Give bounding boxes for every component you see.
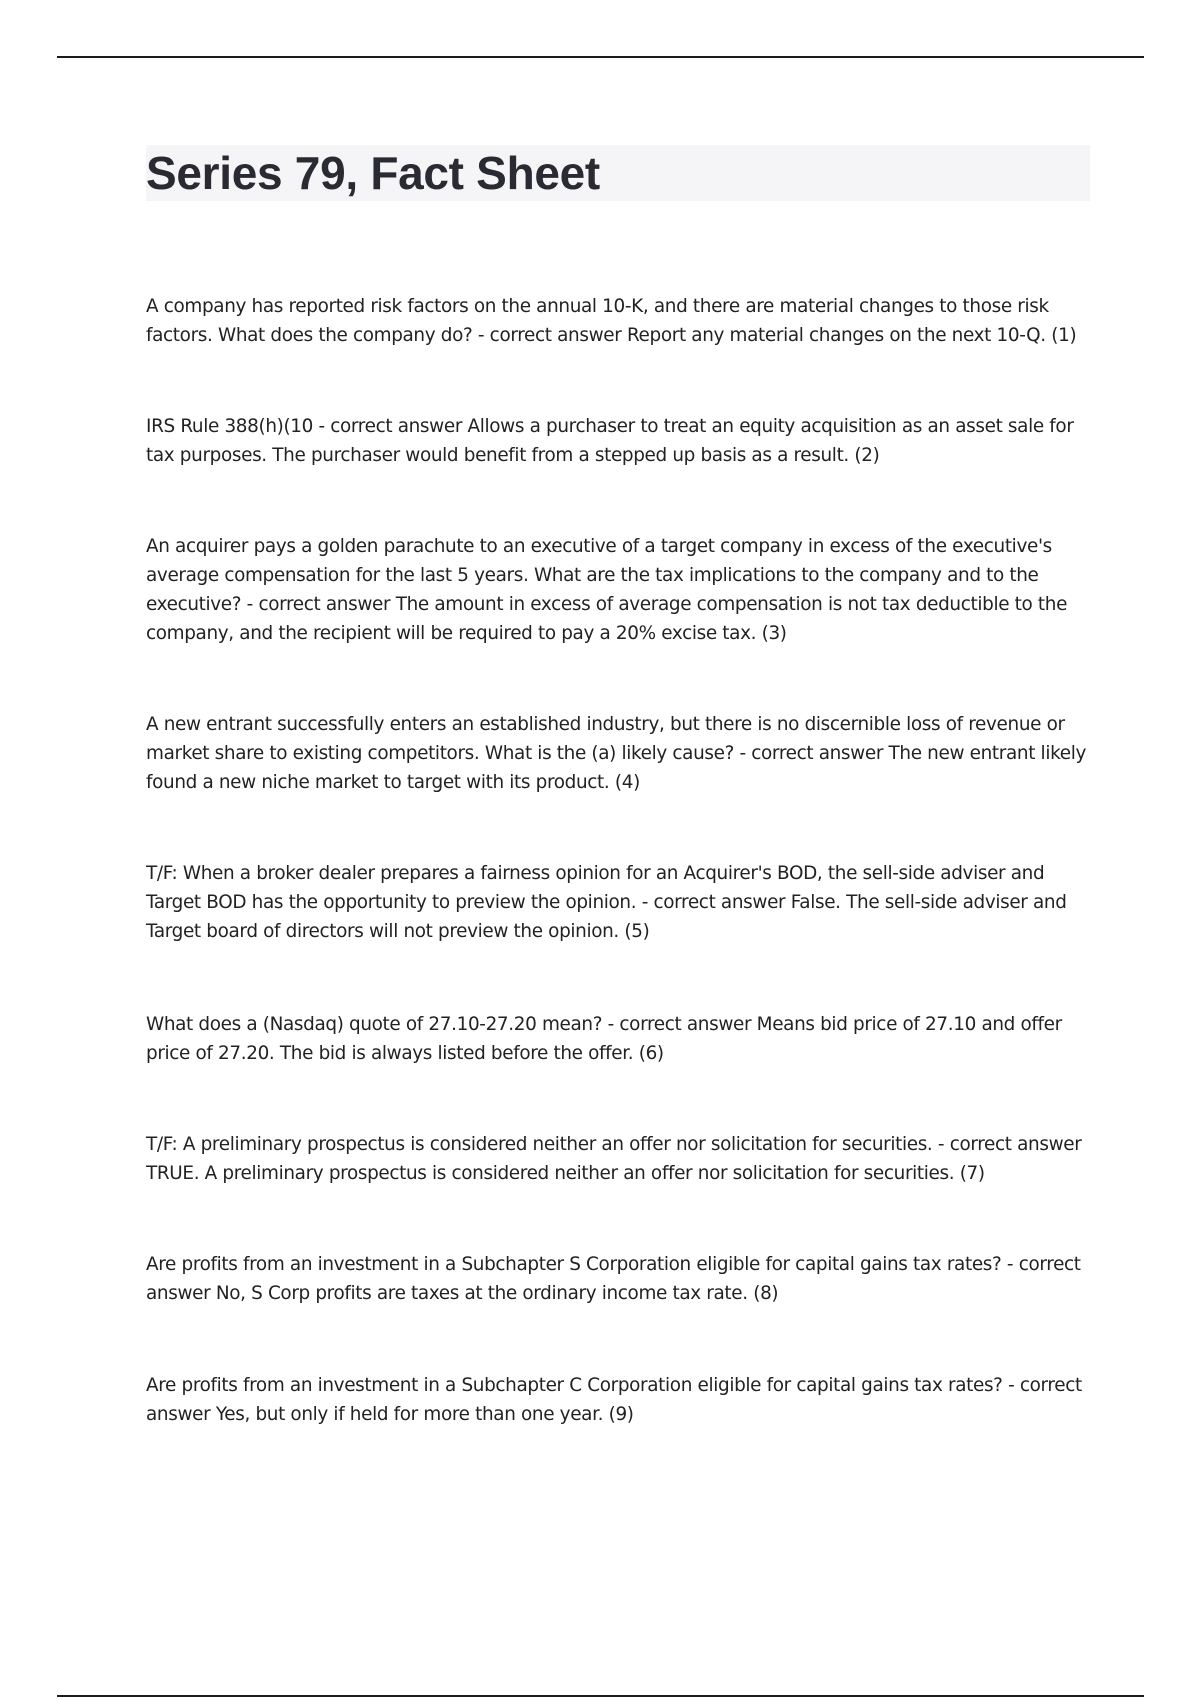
- header-rule: [57, 56, 1144, 58]
- fact-item-8: Are profits from an investment in a Subchapter S Corporation eligible for capital gains tax rates? - correct answer No, S Corp profits are taxes at the ordinary income tax rate. (8): [146, 1254, 1081, 1304]
- fact-item-9: Are profits from an investment in a Subchapter C Corporation eligible for capital gains tax rates? - correct answer Yes, but only if held for more than one year. (9): [146, 1375, 1082, 1425]
- fact-item-6: What does a (Nasdaq) quote of 27.10-27.20 mean? - correct answer Means bid price of 27.10 and offer price of 27.20. The bid is always listed before the offer. (6): [146, 1014, 1062, 1064]
- fact-item-3: An acquirer pays a golden parachute to an executive of a target company in excess of the executive's average compensation for the last 5 years. What are the tax implications to the company and to the executive? - correct answer The amount in excess of average compensation is not tax deductible to the company, and the recipient will be required to pay a 20% excise tax. (3): [146, 536, 1068, 644]
- fact-item-1: A company has reported risk factors on the annual 10-K, and there are material changes to those risk factors. What does the company do? - correct answer Report any material changes on the next 10-Q. (1): [146, 296, 1077, 346]
- fact-item-4: A new entrant successfully enters an established industry, but there is no discernible loss of revenue or market share to existing competitors. What is the (a) likely cause? - correct answer The new entrant likely found a new niche market to target with its product. (4): [146, 714, 1086, 793]
- footer-rule: [57, 1695, 1144, 1697]
- page-title: Series 79, Fact Sheet: [146, 147, 600, 199]
- fact-item-5: T/F: When a broker dealer prepares a fairness opinion for an Acquirer's BOD, the sell-side adviser and Target BOD has the opportunity to preview the opinion. - correct answer False. The sell-side adviser and Target board of directors will not preview the opinion. (5): [146, 863, 1067, 942]
- fact-item-2: IRS Rule 388(h)(10 - correct answer Allows a purchaser to treat an equity acquisition as an asset sale for tax purposes. The purchaser would benefit from a stepped up basis as a result. (2): [146, 416, 1074, 466]
- fact-item-7: T/F: A preliminary prospectus is considered neither an offer nor solicitation for securities. - correct answer TRUE. A preliminary prospectus is considered neither an offer nor solicitation for securities. (7): [146, 1134, 1082, 1184]
